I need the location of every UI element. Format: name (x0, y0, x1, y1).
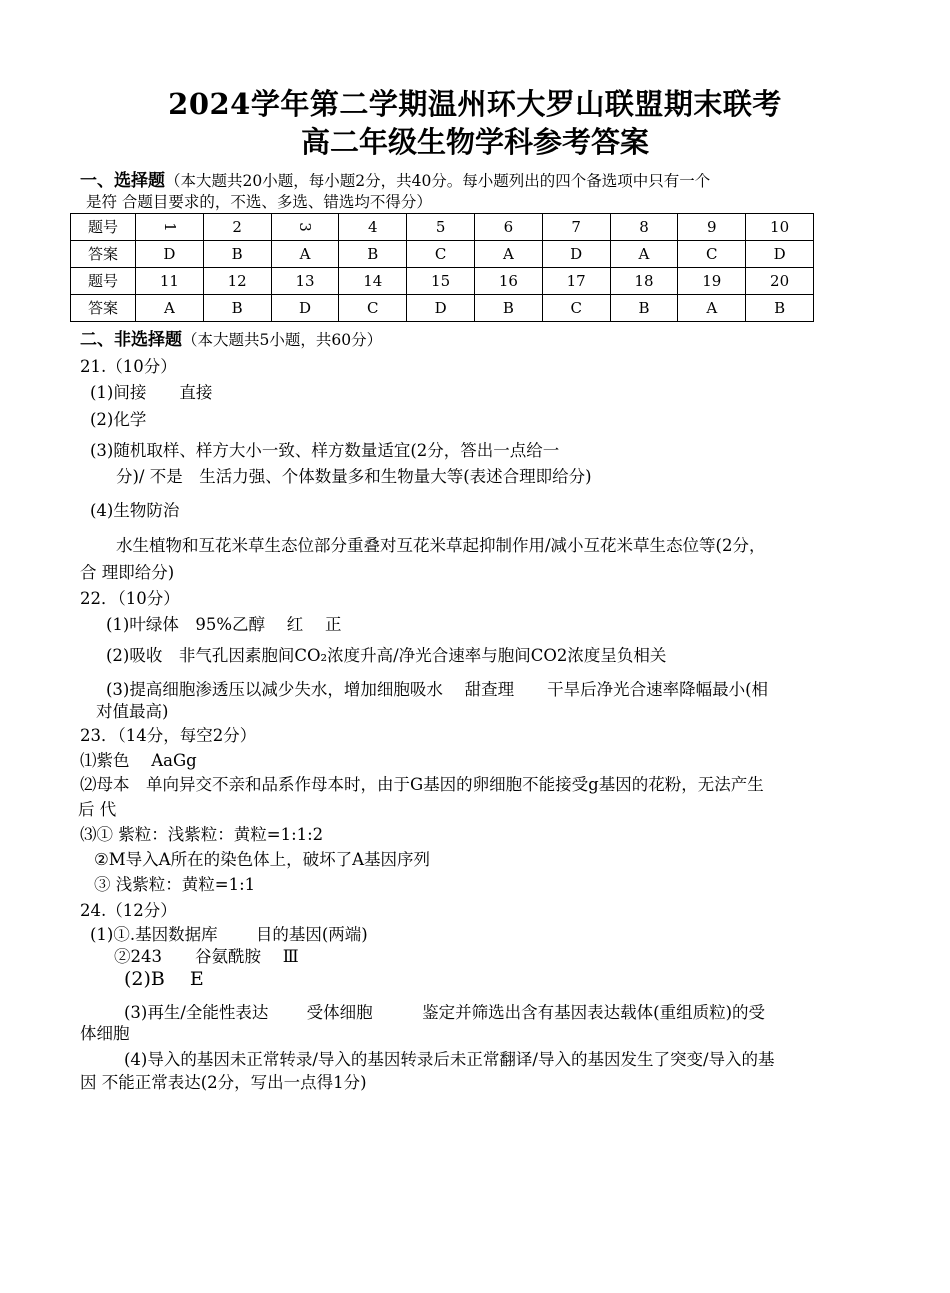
q24-part4-line2: 体细胞 (80, 1024, 130, 1043)
q21-part1: (1)间接 直接 (90, 383, 213, 402)
answer-cell: B (746, 295, 814, 322)
question-number: 5 (407, 214, 475, 241)
q24-part4-line1: (3)再生/全能性表达 受体细胞 鉴定并筛选出含有基因表达载体(重组质粒)的受 (124, 1003, 766, 1022)
q23-part2-line2: 后 代 (78, 800, 117, 819)
section1-note-line1: （本大题共20小题，每小题2分，共40分。每小题列出的四个备选项中只有一个 (165, 172, 711, 190)
answer-cell: A (678, 295, 746, 322)
section2-heading-line (80, 330, 382, 350)
question-number: 13 (271, 268, 339, 295)
question-number: 4 (339, 214, 407, 241)
question-number: 16 (474, 268, 542, 295)
answer-cell: D (136, 241, 204, 268)
question-number: 3 (271, 214, 339, 241)
section1-heading: 一、选择题 (80, 171, 165, 191)
question-number: 15 (407, 268, 475, 295)
document-subtitle: 高二年级生物学科参考答案 (300, 125, 649, 159)
q22-part1: (1)叶绿体 95%乙醇 红 正 (106, 615, 342, 634)
section2-note: （本大题共5小题，共60分） (182, 331, 383, 349)
answer-label: 答案 (71, 295, 136, 322)
question-number: 11 (136, 268, 204, 295)
question-number: 6 (474, 214, 542, 241)
q24-part5-line2: 因 不能正常表达(2分，写出一点得1分) (80, 1073, 367, 1092)
question-number: 8 (610, 214, 678, 241)
q22-part3-line2: 对值最高) (96, 702, 169, 721)
q21-part2: (2)化学 (90, 410, 147, 429)
section1-heading-line (80, 171, 710, 191)
answer-cell: D (407, 295, 475, 322)
answer-cell: A (474, 241, 542, 268)
q23-part1: ⑴紫色 AaGg (80, 751, 197, 770)
q23-title: 23．（14分，每空2分） (80, 726, 257, 745)
q21-part3-line1: (3)随机取样、样方大小一致、样方数量适宜(2分，答出一点给一 (90, 441, 560, 460)
question-number: 9 (678, 214, 746, 241)
q24-part1: (1)①.基因数据库 目的基因(两端) (90, 925, 368, 944)
question-number: 20 (746, 268, 814, 295)
section1-note-line2: 是符 合题目要求的，不选、多选、错选均不得分） (86, 193, 432, 211)
answer-cell: A (610, 241, 678, 268)
answer-table (70, 213, 814, 322)
q24-title: 24.（12分） (80, 901, 177, 920)
q23-part4: ②M导入A所在的染色体上，破坏了A基因序列 (94, 850, 431, 869)
table-row (71, 241, 814, 268)
answer-cell: B (339, 241, 407, 268)
question-number: 7 (542, 214, 610, 241)
question-number: 12 (203, 268, 271, 295)
q22-title: 22．（10分） (80, 589, 180, 608)
answer-cell: D (746, 241, 814, 268)
answer-cell: C (542, 295, 610, 322)
answer-cell: D (271, 295, 339, 322)
q22-part3-line1: (3)提高细胞渗透压以减少失水，增加细胞吸水 甜查理 干旱后净光合速率降幅最小(相 (106, 680, 769, 699)
question-number: 2 (203, 214, 271, 241)
table-row (71, 268, 814, 295)
answer-cell: A (271, 241, 339, 268)
number-label: 题号 (71, 214, 136, 241)
answer-cell: D (542, 241, 610, 268)
question-number: 19 (678, 268, 746, 295)
q24-part3: (2)B E (124, 968, 204, 990)
answer-cell: B (203, 295, 271, 322)
question-number: 10 (746, 214, 814, 241)
answer-cell: C (407, 241, 475, 268)
answer-label: 答案 (71, 241, 136, 268)
q21-part3-line2: 分)/ 不是 生活力强、个体数量多和生物量大等(表述合理即给分) (116, 467, 592, 486)
q23-part2-line1: ⑵母本 单向异交不亲和品系作母本时，由于G基因的卵细胞不能接受g基因的花粉，无法产生 (80, 775, 764, 794)
q21-part5-line1: 水生植物和互花米草生态位部分重叠对互花米草起抑制作用/减小互花米草生态位等(2分， (116, 536, 766, 555)
q23-part5: ③ 浅紫粒：黄粒=1:1 (94, 875, 256, 894)
q22-part2: (2)吸收 非气孔因素胞间CO₂浓度升高/净光合速率与胞间CO2浓度呈负相关 (106, 646, 667, 665)
number-label: 题号 (71, 268, 136, 295)
q23-part3: ⑶① 紫粒：浅紫粒：黄粒=1:1:2 (80, 825, 324, 844)
section2-heading: 二、非选择题 (80, 330, 182, 350)
answer-cell: B (203, 241, 271, 268)
answer-cell: A (136, 295, 204, 322)
document-title: 2024学年第二学期温州环大罗山联盟期末联考 (168, 87, 782, 121)
q21-title: 21.（10分） (80, 357, 177, 376)
answer-cell: B (610, 295, 678, 322)
question-number: 1 (136, 214, 204, 241)
q24-part2: ②243 谷氨酰胺 Ⅲ (114, 947, 299, 966)
q24-part5-line1: (4)导入的基因未正常转录/导入的基因转录后未正常翻译/导入的基因发生了突变/导入的基 (124, 1050, 775, 1069)
q21-part5-line2: 合 理即给分) (80, 563, 175, 582)
question-number: 18 (610, 268, 678, 295)
question-number: 17 (542, 268, 610, 295)
answer-cell: C (678, 241, 746, 268)
question-number: 14 (339, 268, 407, 295)
answer-cell: C (339, 295, 407, 322)
table-row (71, 214, 814, 241)
answer-cell: B (474, 295, 542, 322)
table-row (71, 295, 814, 322)
q21-part4: (4)生物防治 (90, 501, 180, 520)
